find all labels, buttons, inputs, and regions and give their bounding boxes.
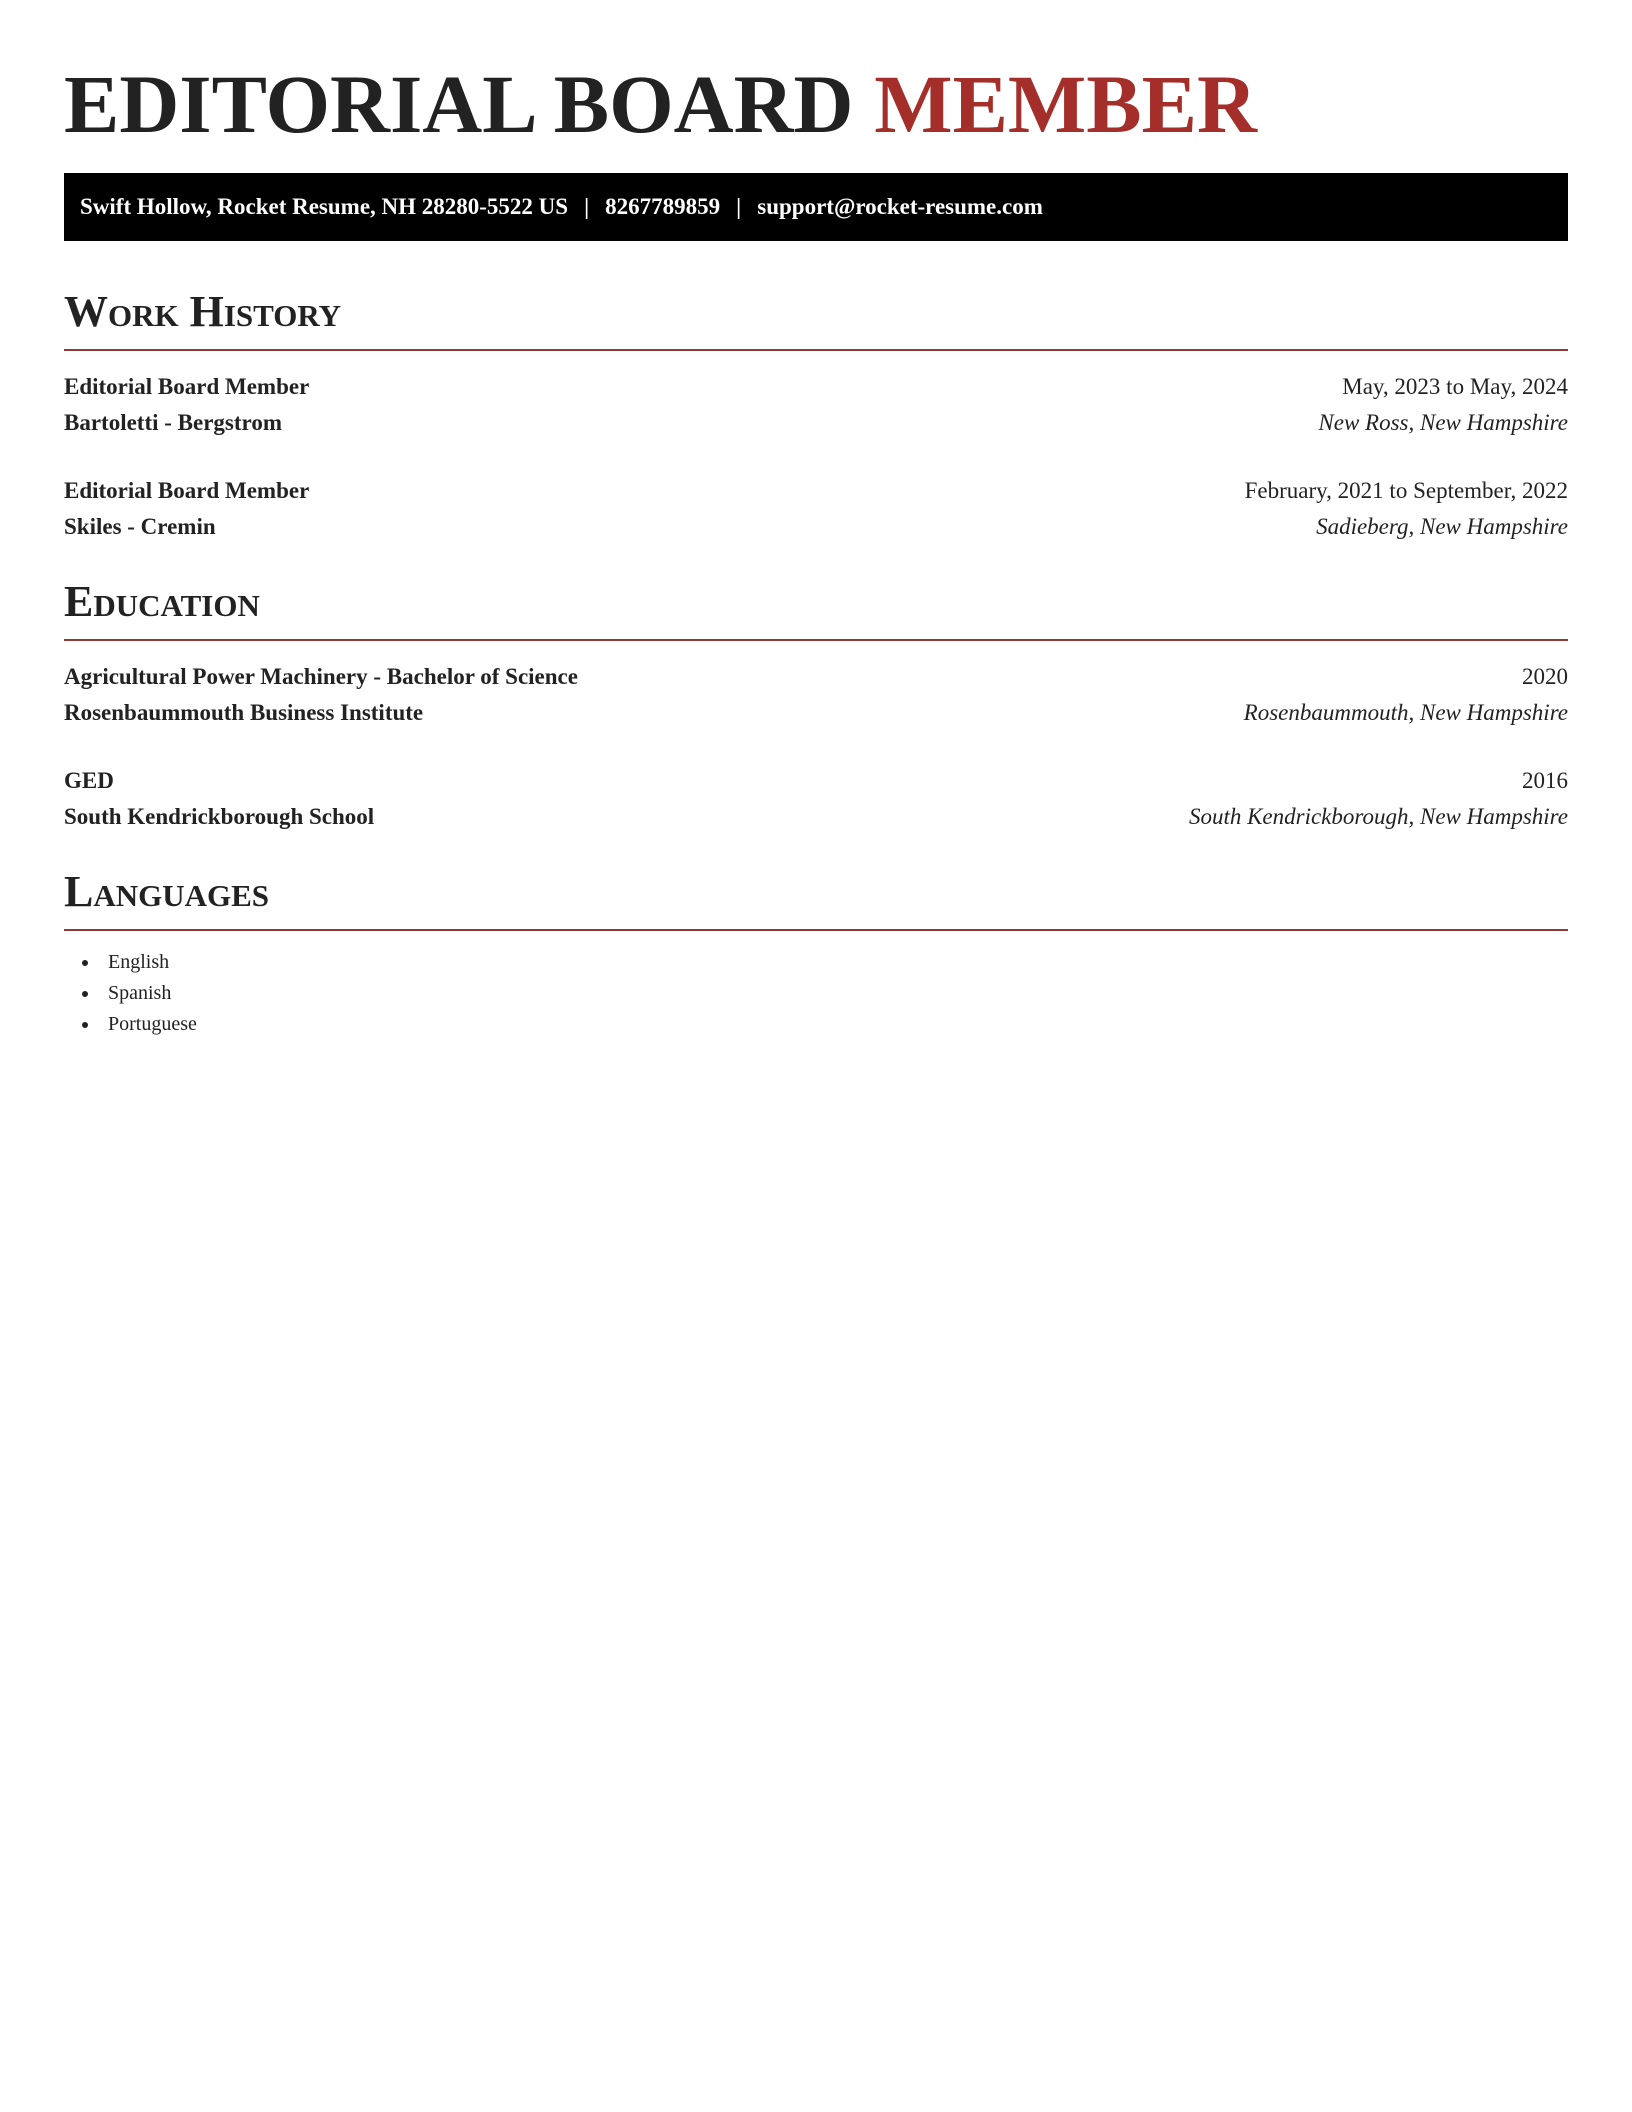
- bullet-icon: [82, 1022, 88, 1028]
- work-entry-header: [64, 473, 1568, 509]
- school-location: Rosenbaummouth, New Hampshire: [1243, 700, 1568, 725]
- section-title-work-history: Work History: [64, 287, 1568, 351]
- education-entry: [64, 659, 1568, 731]
- bullet-icon: [82, 960, 88, 966]
- education-entry-header: [64, 763, 1568, 799]
- school-location: South Kendrickborough, New Hampshire: [1188, 804, 1568, 829]
- contact-bar: [64, 173, 1568, 241]
- job-dates: February, 2021 to September, 2022: [1244, 478, 1568, 503]
- contact-separator: |: [584, 194, 590, 219]
- school-name: Rosenbaummouth Business Institute: [64, 700, 424, 725]
- job-dates: May, 2023 to May, 2024: [1342, 374, 1568, 399]
- graduation-year: 2020: [1522, 664, 1568, 689]
- name-first: EDITORIAL BOARD: [64, 58, 854, 150]
- education-entry-subheader: [64, 695, 1568, 731]
- work-entry-subheader: [64, 405, 1568, 441]
- bullet-icon: [82, 991, 88, 997]
- school-name: South Kendrickborough School: [64, 804, 375, 829]
- languages-section: [64, 867, 1568, 1040]
- degree: Agricultural Power Machinery - Bachelor of Science: [64, 664, 578, 689]
- job-role: Editorial Board Member: [64, 374, 310, 399]
- contact-phone: 8267789859: [605, 194, 721, 219]
- section-title-education: Education: [64, 577, 1568, 641]
- job-company: Skiles - Cremin: [64, 514, 216, 539]
- contact-address: Swift Hollow, Rocket Resume, NH 28280-5522 US: [80, 194, 569, 219]
- graduation-year: 2016: [1522, 768, 1568, 793]
- job-company: Bartoletti - Bergstrom: [64, 410, 282, 435]
- language-name: Portuguese: [108, 1013, 197, 1035]
- language-name: English: [108, 951, 170, 973]
- contact-email: support@rocket-resume.com: [757, 194, 1043, 219]
- job-role: Editorial Board Member: [64, 478, 310, 503]
- education-section: [64, 577, 1568, 835]
- list-item: [64, 978, 1568, 1009]
- work-entry-subheader: [64, 509, 1568, 545]
- education-entry-subheader: [64, 799, 1568, 835]
- work-history-section: [64, 287, 1568, 545]
- name-last: MEMBER: [874, 58, 1257, 150]
- resume-name: [64, 58, 1568, 150]
- language-name: Spanish: [108, 982, 172, 1004]
- job-location: New Ross, New Hampshire: [1318, 410, 1568, 435]
- contact-separator: |: [736, 194, 742, 219]
- work-entry: [64, 473, 1568, 545]
- education-entry-header: [64, 659, 1568, 695]
- list-item: [64, 1009, 1568, 1040]
- degree: GED: [64, 768, 114, 793]
- education-entry: [64, 763, 1568, 835]
- job-location: Sadieberg, New Hampshire: [1316, 514, 1568, 539]
- language-list: [64, 947, 1568, 1040]
- work-entry-header: [64, 369, 1568, 405]
- list-item: [64, 947, 1568, 978]
- work-entry: [64, 369, 1568, 441]
- section-title-languages: Languages: [64, 867, 1568, 931]
